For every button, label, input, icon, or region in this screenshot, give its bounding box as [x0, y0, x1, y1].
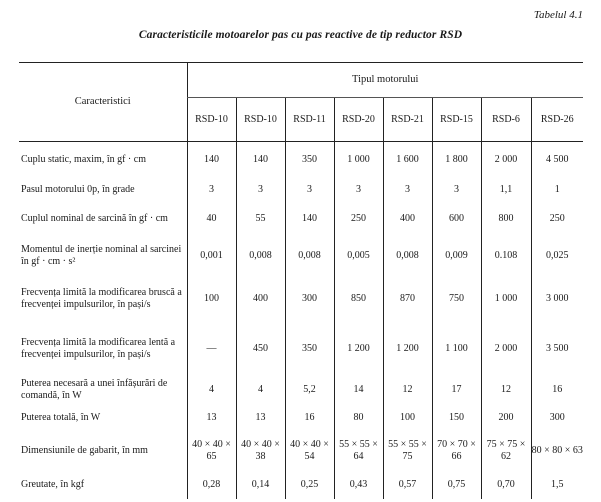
value-cell: 4: [236, 374, 285, 406]
value-cell: 140: [285, 201, 334, 238]
value-cell: 16: [531, 374, 583, 406]
value-cell: 0,75: [432, 472, 481, 499]
header-motor-type: Tipul motorului: [187, 63, 583, 98]
table-number: Tabelul 4.1: [533, 9, 583, 21]
value-cell: 150: [432, 406, 481, 431]
value-cell: 0,43: [334, 472, 383, 499]
value-cell: 75 × 75 × 62: [481, 431, 531, 472]
value-cell: 0,70: [481, 472, 531, 499]
value-cell: 17: [432, 374, 481, 406]
value-cell: 3: [432, 179, 481, 201]
value-cell: 3: [187, 179, 236, 201]
value-cell: 0,008: [383, 238, 432, 274]
value-cell: 55 × 55 × 64: [334, 431, 383, 472]
value-cell: 13: [236, 406, 285, 431]
row-label: Greutate, în kgf: [21, 479, 85, 490]
table-title: Caracteristicile motoarelor pas cu pas reactive de tip reductor RSD: [138, 29, 463, 41]
header-model: RSD-21: [383, 98, 432, 142]
value-cell: 140: [236, 142, 285, 179]
value-cell: 3: [285, 179, 334, 201]
value-cell: 140: [187, 142, 236, 179]
value-cell: 40 × 40 × 65: [187, 431, 236, 472]
header-characteristics: Caracteristici: [19, 63, 187, 142]
value-cell: 250: [334, 201, 383, 238]
value-cell: 2 000: [481, 324, 531, 374]
value-cell: 1,5: [531, 472, 583, 499]
value-cell: 40 × 40 × 54: [285, 431, 334, 472]
header-model: RSD-11: [285, 98, 334, 142]
row-label: Puterea necesară a unei înfășurări de comandă, în W: [21, 377, 168, 401]
header-model: RSD-15: [432, 98, 481, 142]
value-cell: 0,001: [187, 238, 236, 274]
value-cell: 1 800: [432, 142, 481, 179]
value-cell: 1 200: [334, 324, 383, 374]
row-label: Momentul de inerție nominal al sarcinei în gf · cm · s²: [21, 243, 182, 267]
row-label: Puterea totală, în W: [21, 412, 101, 423]
value-cell: 40: [187, 201, 236, 238]
value-cell: 5,2: [285, 374, 334, 406]
value-cell: 3: [334, 179, 383, 201]
value-cell: 3: [236, 179, 285, 201]
value-cell: 0,28: [187, 472, 236, 499]
value-cell: 1 100: [432, 324, 481, 374]
value-cell: 0,005: [334, 238, 383, 274]
table-body: [19, 142, 583, 499]
value-cell: 870: [383, 274, 432, 324]
value-cell: 12: [383, 374, 432, 406]
value-cell: 40 × 40 × 38: [236, 431, 285, 472]
value-cell: 14: [334, 374, 383, 406]
row-label: Frecvența limită la modificarea lentă a frecvenței impulsurilor, în pași/s: [21, 336, 176, 360]
value-cell: —: [187, 324, 236, 374]
value-cell: 1: [531, 179, 583, 201]
table-row: [19, 274, 583, 324]
value-cell: 1 000: [334, 142, 383, 179]
value-cell: 0.108: [481, 238, 531, 274]
value-cell: 55: [236, 201, 285, 238]
value-cell: 750: [432, 274, 481, 324]
value-cell: 600: [432, 201, 481, 238]
value-cell: 12: [481, 374, 531, 406]
value-cell: 800: [481, 201, 531, 238]
value-cell: 4: [187, 374, 236, 406]
value-cell: 0,14: [236, 472, 285, 499]
value-cell: 0,57: [383, 472, 432, 499]
value-cell: 0,25: [285, 472, 334, 499]
value-cell: 400: [383, 201, 432, 238]
value-cell: 3 500: [531, 324, 583, 374]
value-cell: 0,025: [531, 238, 583, 274]
table-row: [19, 238, 583, 274]
value-cell: 55 × 55 × 75: [383, 431, 432, 472]
value-cell: 450: [236, 324, 285, 374]
value-cell: 1 200: [383, 324, 432, 374]
value-cell: 1 000: [481, 274, 531, 324]
row-label: Cuplul nominal de sarcină în gf · cm: [21, 213, 168, 224]
value-cell: 250: [531, 201, 583, 238]
value-cell: 350: [285, 324, 334, 374]
table-row: [19, 374, 583, 406]
value-cell: 16: [285, 406, 334, 431]
header-model: RSD-10: [236, 98, 285, 142]
value-cell: 0,008: [236, 238, 285, 274]
value-cell: 4 500: [531, 142, 583, 179]
value-cell: 3: [383, 179, 432, 201]
value-cell: 350: [285, 142, 334, 179]
value-cell: 0,009: [432, 238, 481, 274]
value-cell: 200: [481, 406, 531, 431]
row-label: Dimensiunile de gabarit, în mm: [21, 445, 148, 456]
row-label: Frecvența limită la modificarea bruscă a frecvenței impulsurilor, în pași/s: [21, 286, 182, 310]
value-cell: 1,1: [481, 179, 531, 201]
value-cell: 100: [383, 406, 432, 431]
value-cell: 400: [236, 274, 285, 324]
table-row: [19, 142, 583, 179]
header-model: RSD-20: [334, 98, 383, 142]
header-model: RSD-6: [481, 98, 531, 142]
row-label: Cuplu static, maxim, în gf · cm: [21, 154, 146, 166]
table-row: [19, 201, 583, 238]
table-row: [19, 431, 583, 472]
table-row: [19, 179, 583, 201]
value-cell: 0,008: [285, 238, 334, 274]
value-cell: 100: [187, 274, 236, 324]
header-model: RSD-26: [531, 98, 583, 142]
value-cell: 300: [285, 274, 334, 324]
value-cell: 1 600: [383, 142, 432, 179]
characteristics-table: [19, 62, 583, 499]
value-cell: 80: [334, 406, 383, 431]
table-row: [19, 324, 583, 374]
table-row: [19, 406, 583, 431]
table-row: [19, 472, 583, 499]
value-cell: 2 000: [481, 142, 531, 179]
header-model: RSD-10: [187, 98, 236, 142]
value-cell: 80 × 80 × 63: [531, 431, 583, 472]
row-label: Pasul motorului 0p, în grade: [21, 183, 135, 195]
value-cell: 850: [334, 274, 383, 324]
value-cell: 13: [187, 406, 236, 431]
value-cell: 300: [531, 406, 583, 431]
value-cell: 70 × 70 × 66: [432, 431, 481, 472]
value-cell: 3 000: [531, 274, 583, 324]
